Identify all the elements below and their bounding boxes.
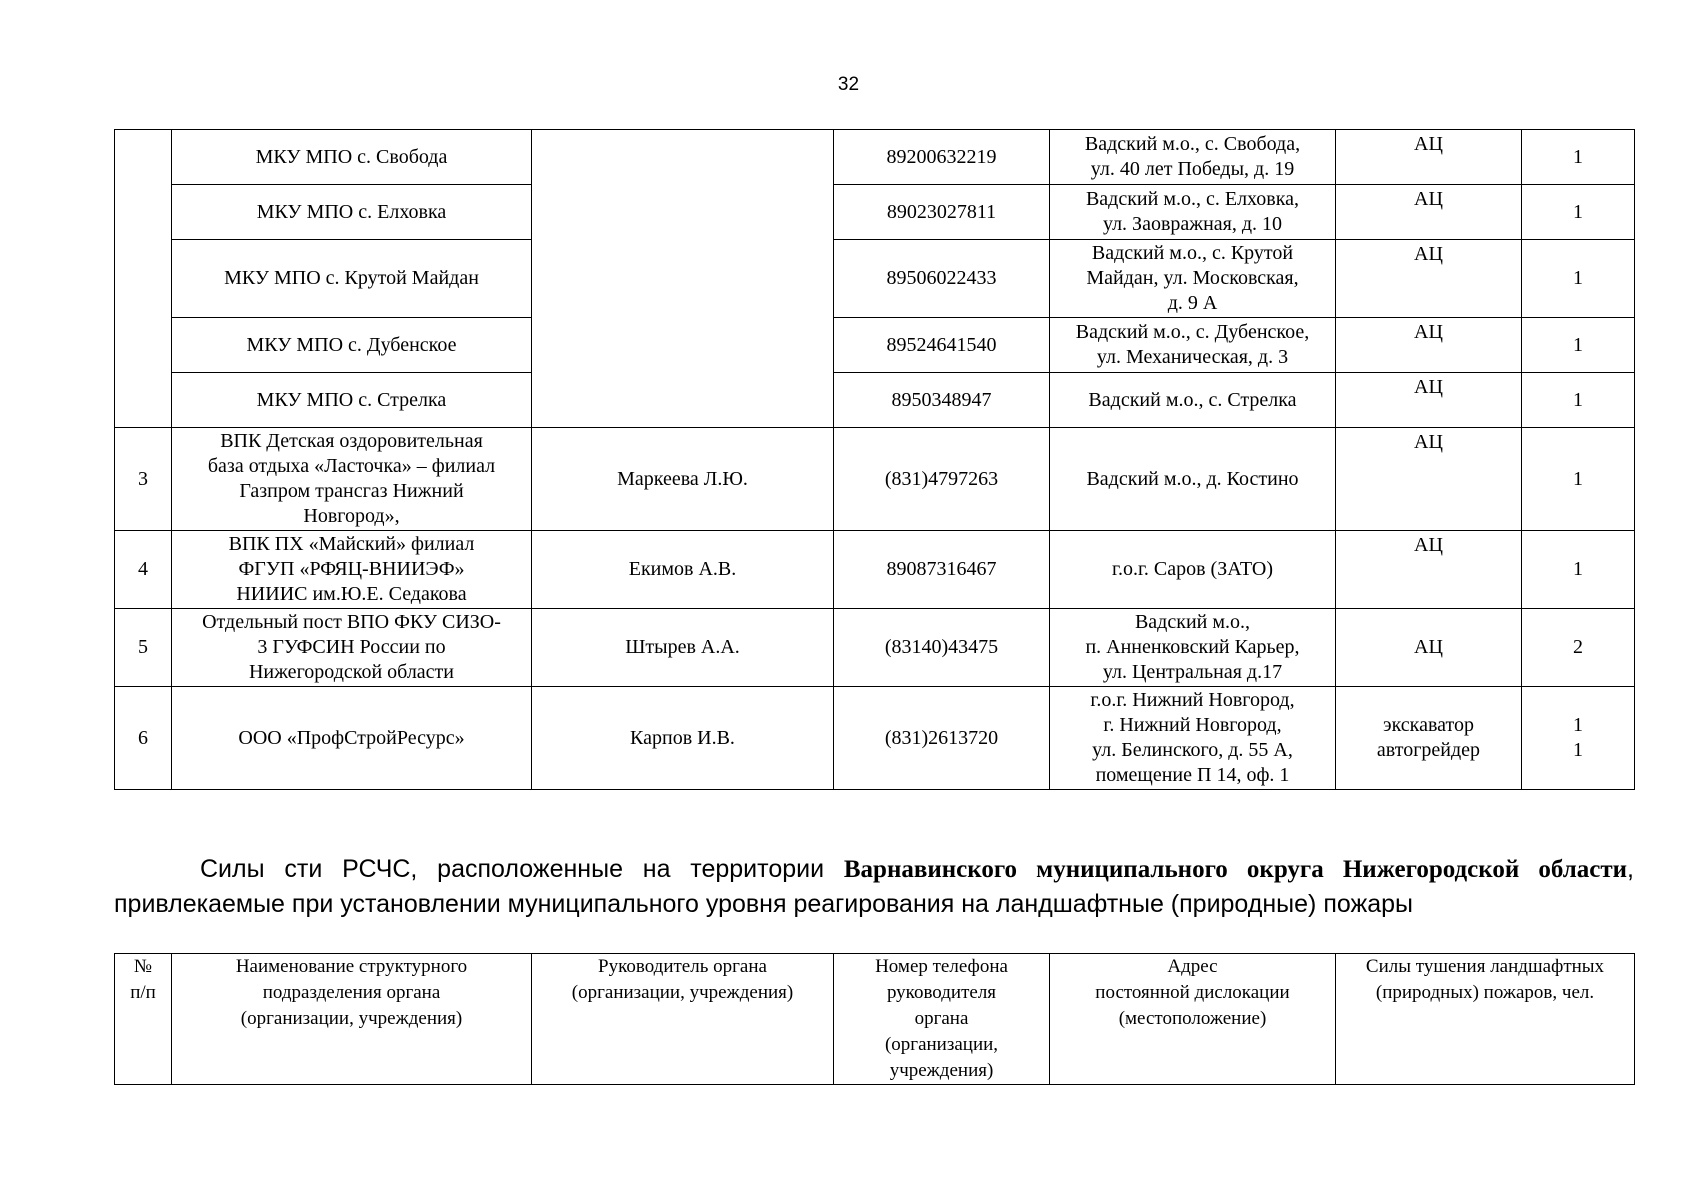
cell-count — [1522, 240, 1635, 318]
cell-head: Маркеева Л.Ю. — [532, 428, 834, 531]
cell-phone: (831)2613720 — [834, 687, 1050, 790]
cell-line: Нижегородской области — [248, 661, 455, 683]
cell-line: Майдан, ул. Московская, — [1086, 267, 1299, 289]
cell-address — [1050, 240, 1336, 318]
header-line: (организации, учреждения) — [240, 1008, 463, 1029]
cell-line: Вадский м.о., — [1134, 611, 1251, 633]
cell-line: ФГУП «РФЯЦ-ВНИИЭФ» — [238, 558, 465, 580]
cell-address — [1050, 373, 1336, 428]
cell-phone: 89087316467 — [834, 531, 1050, 609]
cell-line: Вадский м.о., д. Костино — [1086, 467, 1299, 490]
cell-line: ВПК Детская оздоровительная — [220, 430, 483, 452]
cell-line: 1 — [1573, 714, 1583, 736]
table-row — [115, 373, 1635, 428]
cell-line: НИИИС им.Ю.Е. Седакова — [236, 583, 467, 605]
cell-line: АЦ — [1414, 376, 1443, 398]
table-row — [115, 428, 1635, 531]
header-line: п/п — [130, 982, 156, 1003]
cell-line: автогрейдер — [1376, 739, 1481, 761]
section-heading — [114, 852, 1634, 921]
cell-line: помещение П 14, оф. 1 — [1095, 764, 1290, 786]
cell-line: 2 — [1573, 636, 1583, 658]
header-number — [115, 954, 172, 1085]
cell-phone: 89023027811 — [834, 185, 1050, 240]
cell-line: экскаватор — [1383, 714, 1474, 736]
table-row — [115, 240, 1635, 318]
cell-equipment — [1336, 373, 1522, 428]
cell-line: 1 — [1573, 145, 1583, 168]
cell-unit-name — [172, 373, 532, 428]
header-line: Руководитель органа — [598, 956, 767, 977]
cell-number: 5 — [115, 609, 172, 687]
header-line: (организации, — [884, 1034, 999, 1055]
header-line: № — [133, 956, 153, 977]
cell-equipment — [1336, 318, 1522, 373]
cell-phone: 89506022433 — [834, 240, 1050, 318]
cell-unit-name — [172, 428, 532, 531]
cell-phone: 89200632219 — [834, 130, 1050, 185]
cell-head: Екимов А.В. — [532, 531, 834, 609]
cell-line: 1 — [1573, 388, 1583, 411]
cell-line: Газпром трансгаз Нижний — [239, 480, 464, 502]
header-line: подразделения органа — [262, 982, 441, 1003]
header-head — [532, 954, 834, 1085]
header-forces — [1336, 954, 1635, 1085]
cell-address — [1050, 531, 1336, 609]
cell-phone: 89524641540 — [834, 318, 1050, 373]
cell-line: п. Анненковский Карьер, — [1085, 636, 1300, 658]
cell-line: г.о.г. Саров (ЗАТО) — [1112, 558, 1273, 580]
cell-line: АЦ — [1414, 188, 1443, 210]
cell-equipment — [1336, 240, 1522, 318]
cell-address — [1050, 130, 1336, 185]
cell-line: АЦ — [1414, 243, 1443, 265]
cell-address — [1050, 318, 1336, 373]
cell-line: Вадский м.о., с. Свобода, — [1084, 133, 1301, 155]
header-line: Силы тушения ландшафтных — [1365, 956, 1605, 977]
cell-line: ул. Центральная д.17 — [1102, 661, 1283, 683]
cell-phone: (83140)43475 — [834, 609, 1050, 687]
cell-line: АЦ — [1414, 534, 1443, 556]
cell-count — [1522, 373, 1635, 428]
cell-count — [1522, 609, 1635, 687]
cell-head: Штырев А.А. — [532, 609, 834, 687]
cell-count — [1522, 130, 1635, 185]
cell-line: ул. Механическая, д. 3 — [1096, 346, 1289, 368]
cell-line: 1 — [1573, 267, 1583, 289]
cell-line: АЦ — [1414, 636, 1443, 658]
cell-count — [1522, 687, 1635, 790]
cell-address — [1050, 687, 1336, 790]
cell-line: база отдыха «Ласточка» – филиал — [207, 455, 496, 477]
cell-count — [1522, 531, 1635, 609]
section-heading-intro: Силы сти РСЧС, расположенные на территории — [200, 855, 844, 883]
cell-unit-name — [172, 130, 532, 185]
cell-equipment — [1336, 531, 1522, 609]
cell-line: Вадский м.о., с. Крутой — [1091, 242, 1294, 264]
cell-line: МКУ МПО с. Елховка — [256, 200, 447, 223]
cell-count — [1522, 428, 1635, 531]
cell-line: АЦ — [1414, 321, 1443, 343]
header-line: Наименование структурного — [235, 956, 468, 977]
table-row — [115, 531, 1635, 609]
cell-line: г. Нижний Новгород, — [1103, 714, 1282, 736]
cell-line: ООО «ПрофСтройРесурс» — [238, 726, 465, 749]
cell-number: 6 — [115, 687, 172, 790]
header-line: постоянной дислокации — [1095, 982, 1290, 1003]
cell-line: ул. Белинского, д. 55 А, — [1092, 739, 1293, 761]
cell-line: Отдельный пост ВПО ФКУ СИЗО- — [202, 611, 501, 633]
cell-phone: (831)4797263 — [834, 428, 1050, 531]
cell-line: Вадский м.о., с. Стрелка — [1088, 388, 1297, 411]
cell-count — [1522, 185, 1635, 240]
header-line: учреждения) — [889, 1060, 994, 1081]
cell-line: МКУ МПО с. Стрелка — [256, 388, 447, 411]
cell-equipment — [1336, 130, 1522, 185]
table-row — [115, 318, 1635, 373]
section-heading-tail: , привлекаемые при установлении муниципального уровня реагирования на ландшафтные (природные) пожары — [114, 855, 1634, 918]
cell-line: 1 — [1573, 200, 1583, 223]
forces-table-header — [114, 953, 1635, 1085]
cell-line: 1 — [1573, 333, 1583, 356]
cell-equipment — [1336, 428, 1522, 531]
cell-line: ВПК ПХ «Майский» филиал — [228, 533, 475, 555]
cell-number: 4 — [115, 531, 172, 609]
cell-phone: 8950348947 — [834, 373, 1050, 428]
header-line: органа — [914, 1008, 969, 1029]
header-line: Адрес — [1167, 956, 1218, 977]
header-row — [115, 954, 1635, 1085]
header-line: руководителя — [886, 982, 997, 1003]
cell-line: Вадский м.о., с. Елховка, — [1085, 188, 1300, 210]
cell-number — [115, 130, 172, 428]
cell-head: Карпов И.В. — [532, 687, 834, 790]
cell-equipment — [1336, 687, 1522, 790]
cell-line: Вадский м.о., с. Дубенское, — [1075, 321, 1310, 343]
page-number: 32 — [837, 74, 860, 95]
cell-unit-name — [172, 185, 532, 240]
cell-line: ул. Заовражная, д. 10 — [1102, 213, 1283, 235]
cell-unit-name — [172, 318, 532, 373]
header-address — [1050, 954, 1336, 1085]
cell-line: 1 — [1573, 467, 1583, 490]
cell-unit-name — [172, 687, 532, 790]
cell-line: АЦ — [1414, 431, 1443, 453]
cell-line: 1 — [1573, 558, 1583, 580]
cell-line: Новгород», — [303, 505, 400, 527]
header-line: (организации, учреждения) — [571, 982, 794, 1003]
section-heading-district: Варнавинского муниципального округа Нижегородской области — [843, 856, 1628, 883]
cell-line: МКУ МПО с. Крутой Майдан — [224, 267, 479, 289]
table-row — [115, 130, 1635, 185]
cell-line: АЦ — [1414, 133, 1443, 155]
header-line: Номер телефона — [875, 956, 1008, 977]
cell-line: д. 9 А — [1167, 292, 1218, 314]
cell-unit-name — [172, 531, 532, 609]
cell-line: г.о.г. Нижний Новгород, — [1090, 689, 1295, 711]
cell-unit-name — [172, 240, 532, 318]
table-row — [115, 185, 1635, 240]
header-line: (местоположение) — [1118, 1008, 1267, 1029]
cell-line: ул. 40 лет Победы, д. 19 — [1090, 158, 1295, 180]
cell-equipment — [1336, 185, 1522, 240]
cell-line: МКУ МПО с. Свобода — [255, 145, 448, 168]
header-phone — [834, 954, 1050, 1085]
header-line: (природных) пожаров, чел. — [1375, 982, 1595, 1003]
cell-equipment — [1336, 609, 1522, 687]
header-unit-name — [172, 954, 532, 1085]
cell-address — [1050, 609, 1336, 687]
cell-number: 3 — [115, 428, 172, 531]
cell-address — [1050, 428, 1336, 531]
table-row — [115, 687, 1635, 790]
cell-line: 3 ГУФСИН России по — [257, 636, 446, 658]
table-row — [115, 609, 1635, 687]
cell-count — [1522, 318, 1635, 373]
cell-unit-name — [172, 609, 532, 687]
cell-address — [1050, 185, 1336, 240]
cell-head — [532, 130, 834, 428]
forces-table-continued — [114, 129, 1635, 790]
cell-line: МКУ МПО с. Дубенское — [246, 333, 457, 356]
cell-line: 1 — [1573, 739, 1583, 761]
